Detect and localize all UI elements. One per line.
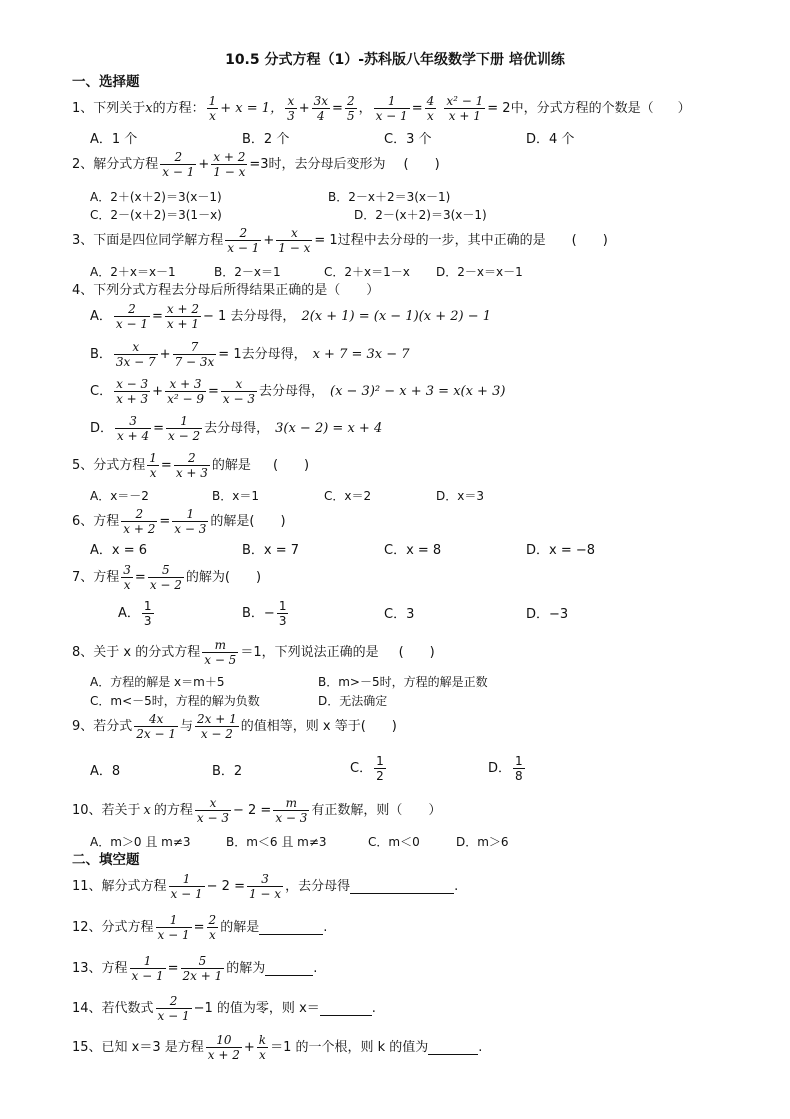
fraction: $\frac{1}{x - 1}$: [157, 913, 190, 942]
q5-option-c: C．x＝2: [324, 489, 372, 503]
q3-option-a: A．2＋x＝x－1: [90, 265, 176, 279]
question-7: 7、方程 $\frac{3}{x}$ = $\frac{5}{x - 2}$ 的解为( ): [72, 563, 262, 592]
q10-option-b: B．m＜6 且 m≠3: [226, 835, 327, 849]
question-15: 15、已知 x＝3 是方程 $\frac{10}{x + 2}$ + $\frac{k}{x}$ ＝1 的一个根，则 k 的值为 .: [72, 1033, 483, 1062]
fraction: $\frac{2}{x - 1}$: [157, 994, 190, 1023]
question-8: 8、关于 x 的分式方程 $\frac{m}{x - 5}$ ＝1，下列说法正确的是 ( ): [72, 638, 435, 667]
q4-option-d: D． $\frac{3}{x + 4}$ = $\frac{1}{x - 2}$ 去分母得， 3(x − 2) = x + 4: [90, 414, 383, 443]
fraction: $\frac{x}{1 - x}$: [278, 226, 311, 255]
fraction: $\frac{1}{3}$: [143, 599, 152, 628]
q3-option-c: C．2＋x＝1－x: [324, 265, 410, 279]
question-14: 14、若代数式 $\frac{2}{x - 1}$ −1 的值为零，则 x＝ .: [72, 994, 376, 1023]
fraction: $\frac{x + 3}{\text{x² − 9}}$: [167, 377, 204, 406]
section-heading-choice: 一、选择题: [72, 74, 140, 90]
question-9: 9、若分式 $\frac{4x}{2x - 1}$ 与 $\frac{2x + 1}{x - 2}$ 的值相等，则 x 等于( ): [72, 712, 397, 741]
fraction: $\frac{5}{x - 2}$: [149, 563, 182, 592]
q9-option-a: A．8: [90, 764, 121, 779]
q6-option-b: B．x = 7: [242, 543, 300, 558]
fraction: $\frac{1}{x - 1}$: [170, 872, 203, 901]
q2-option-b: B．2－x＋2＝3(x－1): [328, 190, 451, 204]
q9-option-b: B．2: [212, 764, 243, 779]
q3-option-d: D．2－x＝x－1: [436, 265, 523, 279]
q6-option-c: C．x = 8: [384, 543, 442, 558]
q8-option-a: A．方程的解是 x＝m＋5: [90, 675, 225, 689]
fraction: $\frac{1}{2}$: [376, 754, 384, 783]
fraction: $\frac{x}{x - 3}$: [222, 377, 255, 406]
q1-option-c: C．3 个: [384, 132, 432, 147]
q6-option-a: A．x = 6: [90, 543, 148, 558]
question-11: 11、解分式方程 $\frac{1}{x - 1}$ − 2 = $\frac{3}{1 - x}$ ，去分母得 .: [72, 872, 459, 901]
fraction: $\frac{2}{x + 2}$: [123, 507, 156, 536]
q3-option-b: B．2－x＝1: [214, 265, 281, 279]
q1-option-d: D．4 个: [526, 132, 575, 147]
q2-option-c: C．2－(x＋2)＝3(1－x): [90, 208, 222, 222]
q10-option-d: D．m＞6: [456, 835, 509, 849]
fraction: $\frac{3}{x + 4}$: [117, 414, 150, 443]
fraction: $\frac{x + 2}{1 - x}$: [213, 150, 246, 179]
fraction: $\frac{2}{x}$: [208, 913, 217, 942]
q2-option-a: A．2＋(x＋2)＝3(x－1): [90, 190, 222, 204]
fraction: $\frac{2}{x - 1}$: [162, 150, 195, 179]
fraction: $\frac{1}{x - 3}$: [174, 507, 207, 536]
question-2: 2、解分式方程 $\frac{2}{x - 1}$ + $\frac{x + 2}{1 - x}$ =3时，去分母后变形为 ( ): [72, 150, 440, 179]
fraction: $\frac{7}{7 - 3x}$: [174, 340, 215, 369]
answer-blank[interactable]: [350, 879, 454, 894]
fraction: $\frac{2}{x + 3}$: [175, 451, 208, 480]
fraction: $\frac{m}{x - 3}$: [275, 796, 308, 825]
fraction: $\frac{\text{x² − 1}}{x + 1}$: [446, 94, 484, 123]
q5-option-b: B．x＝1: [212, 489, 259, 503]
fraction: $\frac{1}{3}$: [278, 599, 287, 628]
fraction: $\frac{x - 3}{x + 3}$: [116, 377, 149, 406]
question-5: 5、分式方程 $\frac{1}{x}$ = $\frac{2}{x + 3}$ 的解是 ( ): [72, 451, 310, 480]
page-title: 10.5 分式方程（1）-苏科版八年级数学下册 培优训练: [225, 52, 565, 68]
answer-blank[interactable]: [428, 1040, 478, 1055]
question-6: 6、方程 $\frac{2}{x + 2}$ = $\frac{1}{x - 3}$ 的解是( ): [72, 507, 286, 536]
fraction: $\frac{x}{3}$: [287, 94, 295, 123]
fraction: $\frac{2}{x - 1}$: [115, 302, 148, 331]
q10-option-c: C．m＜0: [368, 835, 420, 849]
q10-option-a: A．m＞0 且 m≠3: [90, 835, 191, 849]
fraction: $\frac{k}{x}$: [258, 1033, 267, 1062]
answer-blank[interactable]: [320, 1001, 372, 1016]
q1-option-b: B．2 个: [242, 132, 290, 147]
question-13: 13、方程 $\frac{1}{x - 1}$ = $\frac{5}{2x + 1}$ 的解为 .: [72, 954, 318, 983]
q4-option-a: A． $\frac{2}{x - 1}$ = $\frac{x + 2}{x + 1}$ − 1 去分母得， 2(x + 1) = (x − 1)(x + 2) − 1: [90, 302, 492, 331]
fraction: $\frac{1}{x}$: [149, 451, 157, 480]
fraction: $\frac{1}{x - 2}$: [168, 414, 201, 443]
q5-option-d: D．x＝3: [436, 489, 484, 503]
fraction: $\frac{x}{x - 3}$: [196, 796, 229, 825]
fraction: $\frac{x + 2}{x + 1}$: [166, 302, 199, 331]
q8-option-b: B．m>－5时，方程的解是正数: [318, 675, 488, 689]
answer-blank[interactable]: [259, 920, 323, 935]
fraction: $\frac{3}{x}$: [123, 563, 131, 592]
answer-blank[interactable]: [265, 961, 313, 976]
q4-option-c: C． $\frac{x - 3}{x + 3}$ + $\frac{x + 3}{\text{x² − 9}}$ = $\frac{x}{x - 3}$ 去分母得， (x − 3)² − x + 3 = x(x + 3): [90, 377, 506, 406]
q7-option-d: D．−3: [526, 607, 569, 622]
fraction: $\frac{1}{x - 1}$: [131, 954, 164, 983]
q7-option-b: B．− $\frac{1}{3}$: [242, 599, 287, 628]
q9-option-c: C． $\frac{1}{2}$: [350, 754, 384, 783]
q9-option-d: D． $\frac{1}{8}$: [488, 754, 523, 783]
fraction: $\frac{2}{x - 1}$: [227, 226, 260, 255]
fraction: $\frac{1}{x - 1}$: [375, 94, 408, 123]
q7-option-c: C．3: [384, 607, 415, 622]
fraction: $\frac{4}{x}$: [426, 94, 435, 123]
fraction: $\frac{3}{1 - x}$: [248, 872, 282, 901]
question-12: 12、分式方程 $\frac{1}{x - 1}$ = $\frac{2}{x}$ 的解是 .: [72, 913, 328, 942]
fraction: $\frac{x}{3x - 7}$: [115, 340, 156, 369]
question-1: 1、下列关于 x 的方程： $\frac{1}{x}$ + x = 1， $\frac{x}{3}$ + $\frac{3x}{4}$ = $\frac{2}{5}$ ， $\frac{1}{x - 1}$ = $\frac{4}{x}$ $\frac{\text{x² − 1}}{x + 1}$ = 2中，分式方程的个数是（ ）: [72, 94, 691, 123]
fraction: $\frac{1}{8}$: [515, 754, 523, 783]
q7-option-a: A． $\frac{1}{3}$: [118, 599, 152, 628]
fraction: $\frac{3x}{4}$: [313, 94, 329, 123]
q5-option-a: A．x＝－2: [90, 489, 149, 503]
question-10: 10、若关于 x 的方程 $\frac{x}{x - 3}$ − 2 = $\frac{m}{x - 3}$ 有正数解，则（ ）: [72, 796, 442, 825]
q8-option-c: C．m<－5时，方程的解为负数: [90, 694, 260, 708]
question-4: 4、下列分式方程去分母后所得结果正确的是（ ）: [72, 283, 380, 298]
q6-option-d: D．x = −8: [526, 543, 596, 558]
q1-option-a: A．1 个: [90, 132, 138, 147]
fraction: $\frac{m}{x - 5}$: [204, 638, 237, 667]
fraction: $\frac{2}{5}$: [346, 94, 355, 123]
fraction: $\frac{1}{x}$: [208, 94, 217, 123]
q8-option-d: D．无法确定: [318, 694, 388, 708]
fraction: $\frac{10}{x + 2}$: [207, 1033, 240, 1062]
q4-option-b: B． $\frac{x}{3x - 7}$ + $\frac{7}{7 - 3x}$ = 1去分母得， x + 7 = 3x − 7: [90, 340, 410, 369]
question-3: 3、下面是四位同学解方程 $\frac{2}{x - 1}$ + $\frac{x}{1 - x}$ = 1过程中去分母的一步，其中正确的是 ( ): [72, 226, 608, 255]
fraction: $\frac{4x}{2x - 1}$: [136, 712, 177, 741]
fraction: $\frac{5}{2x + 1}$: [182, 954, 223, 983]
fraction: $\frac{2x + 1}{x - 2}$: [197, 712, 237, 741]
section-heading-fill: 二、填空题: [72, 852, 140, 868]
q2-option-d: D．2－(x＋2)＝3(x－1): [354, 208, 487, 222]
